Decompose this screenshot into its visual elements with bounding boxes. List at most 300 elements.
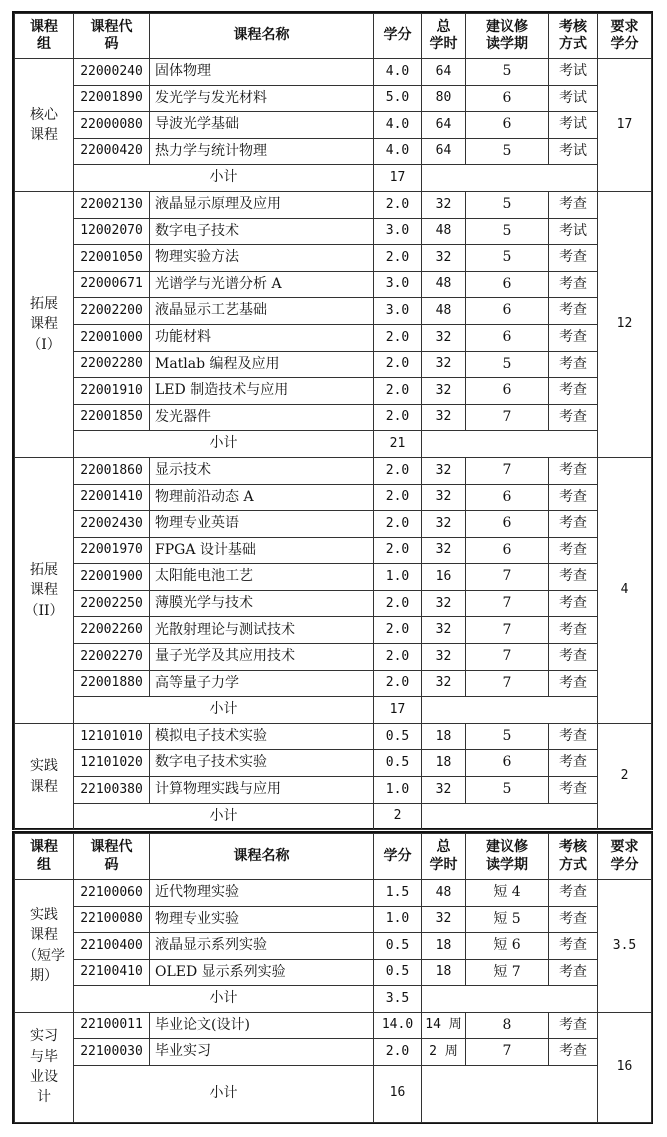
course-name: 毕业实习 [150,1039,374,1066]
course-code: 22100400 [74,933,150,960]
table-row [15,457,652,484]
course-term: 短 4 [466,880,549,907]
course-code: 22000671 [74,271,150,298]
course-name: 薄膜光学与技术 [150,590,374,617]
course-credit: 2.0 [374,457,422,484]
course-credit: 2.0 [374,670,422,697]
course-name: 数字电子技术 [150,218,374,245]
course-name: 物理实验方法 [150,245,374,272]
course-name: FPGA 设计基础 [150,537,374,564]
course-term: 5 [466,191,549,218]
course-name: 液晶显示原理及应用 [150,191,374,218]
course-exam: 考查 [549,191,598,218]
course-credit: 2.0 [374,484,422,511]
course-name: 显示技术 [150,457,374,484]
course-term: 短 5 [466,906,549,933]
course-exam: 考查 [549,1039,598,1066]
course-hours: 32 [422,644,466,671]
course-exam: 考查 [549,933,598,960]
course-hours: 18 [422,959,466,986]
header-code-text: 课程代 [90,839,133,855]
course-code: 12002070 [74,218,150,245]
subtotal-label: 小计 [74,803,374,830]
header-required-text: 要求 [610,18,639,35]
course-exam: 考查 [549,404,598,431]
header-hours-text: 总 [436,839,451,855]
header-hours-text: 学时 [429,36,458,52]
table-row [15,670,652,697]
group-name-line: 核心 [30,106,58,123]
course-hours: 18 [422,723,466,750]
course-exam: 考查 [549,906,598,933]
course-term: 7 [466,1039,549,1066]
course-code: 22000240 [74,59,150,86]
header-required [598,14,652,59]
course-name: 近代物理实验 [150,880,374,907]
course-name: 物理前沿动态 A [150,484,374,511]
course-term: 5 [466,723,549,750]
course-name: 光谱学与光谱分析 A [150,271,374,298]
course-credit: 2.0 [374,617,422,644]
course-code: 22002430 [74,511,150,538]
course-hours: 32 [422,670,466,697]
course-exam: 考查 [549,245,598,272]
course-hours: 64 [422,112,466,139]
header-exam-text: 方式 [559,36,587,52]
course-name: 物理专业实验 [150,906,374,933]
course-credit: 2.0 [374,1039,422,1066]
course-name: Matlab 编程及应用 [150,351,374,378]
group-name [15,457,74,723]
subtotal-blank [422,165,598,192]
course-hours: 64 [422,138,466,165]
group-name-line: 课程 [30,927,58,944]
course-name: 太阳能电池工艺 [150,564,374,591]
table-row [15,324,652,351]
header-exam [549,834,598,880]
course-name: 热力学与统计物理 [150,138,374,165]
course-hours: 32 [422,484,466,511]
group-name-line: （I） [27,336,61,353]
course-term: 7 [466,644,549,671]
course-exam: 考查 [549,777,598,804]
course-hours: 18 [422,750,466,777]
course-credit: 0.5 [374,933,422,960]
course-hours: 32 [422,537,466,564]
course-credit: 4.0 [374,59,422,86]
course-term: 5 [466,218,549,245]
subtotal-blank [422,803,598,830]
table-row [15,191,652,218]
group-name [15,1012,74,1122]
course-exam: 考查 [549,723,598,750]
table-row [15,933,652,960]
subtotal-blank [422,986,598,1013]
subtotal-value: 2 [374,803,422,830]
header-name-text: 课程名称 [233,27,290,44]
course-credit: 1.0 [374,564,422,591]
table-row [15,218,652,245]
course-code: 22100380 [74,777,150,804]
course-credit: 4.0 [374,112,422,139]
course-term: 7 [466,617,549,644]
group-name-line: 与毕 [30,1048,58,1065]
group-name [15,59,74,192]
subtotal-blank [422,697,598,724]
header-credit-text: 学分 [383,847,412,864]
course-exam: 考查 [549,378,598,405]
course-code: 22100030 [74,1039,150,1066]
header-group-text: 组 [37,856,51,873]
course-hours: 48 [422,298,466,325]
course-hours: 32 [422,617,466,644]
subtotal-row [15,1065,652,1122]
header-term-text: 建议修 [486,839,528,855]
course-hours: 32 [422,457,466,484]
header-required-text: 学分 [610,856,639,873]
course-name: 功能材料 [150,324,374,351]
course-hours: 80 [422,85,466,112]
header-code-text: 码 [104,36,119,52]
course-code: 22002260 [74,617,150,644]
subtotal-label: 小计 [74,165,374,192]
header-name [150,834,374,880]
subtotal-value: 17 [374,697,422,724]
required-credits: 17 [598,59,652,192]
header-name-text: 课程名称 [233,847,290,864]
course-code: 22002280 [74,351,150,378]
course-code: 12101010 [74,723,150,750]
course-exam: 考查 [549,324,598,351]
course-credit: 3.0 [374,271,422,298]
course-credit: 1.0 [374,906,422,933]
header-required-text: 学分 [610,36,639,52]
header-code-text: 课程代 [90,18,133,35]
header-hours [422,14,466,59]
header-code-text: 码 [104,856,119,873]
header-code [74,14,150,59]
course-credit: 2.0 [374,378,422,405]
course-term: 短 6 [466,933,549,960]
group-name [15,191,74,457]
table-row [15,959,652,986]
header-group-text: 课程 [30,18,58,35]
course-name: 液晶显示系列实验 [150,933,374,960]
course-code: 22001880 [74,670,150,697]
course-code: 22001970 [74,537,150,564]
required-credits: 12 [598,191,652,457]
course-code: 22001850 [74,404,150,431]
course-name: 量子光学及其应用技术 [150,644,374,671]
course-credit: 0.5 [374,750,422,777]
course-name: 模拟电子技术实验 [150,723,374,750]
subtotal-row [15,697,652,724]
course-exam: 考查 [549,1012,598,1039]
course-credit: 0.5 [374,723,422,750]
group-name-line: 实践 [30,758,58,775]
course-exam: 考查 [549,271,598,298]
course-credit: 2.0 [374,644,422,671]
course-credit: 2.0 [374,324,422,351]
header-exam-text: 考核 [559,839,587,855]
course-credit: 2.0 [374,404,422,431]
header-hours [422,834,466,880]
course-name: 发光器件 [150,404,374,431]
course-hours: 32 [422,378,466,405]
table-row [15,906,652,933]
group-name-line: 课程 [30,778,58,795]
course-credit: 2.0 [374,590,422,617]
course-name: 数字电子技术实验 [150,750,374,777]
table-row [15,590,652,617]
course-exam: 考查 [549,617,598,644]
course-term: 5 [466,777,549,804]
course-term: 5 [466,245,549,272]
course-term: 5 [466,138,549,165]
course-hours: 32 [422,404,466,431]
course-hours: 32 [422,351,466,378]
header-code [74,834,150,880]
course-credit: 2.0 [374,191,422,218]
table-row [15,723,652,750]
group-name-line: （短学 [23,947,65,964]
subtotal-row [15,165,652,192]
header-term [466,834,549,880]
course-exam: 考试 [549,85,598,112]
table-row [15,378,652,405]
header-exam-text: 方式 [559,856,587,873]
table-row [15,138,652,165]
group-name-line: （II） [24,602,64,619]
course-code: 22002250 [74,590,150,617]
course-hours: 2 周 [422,1039,466,1066]
course-code: 22100060 [74,880,150,907]
course-name: 固体物理 [150,59,374,86]
course-exam: 考查 [549,457,598,484]
course-name: 导波光学基础 [150,112,374,139]
course-exam: 考查 [549,351,598,378]
course-hours: 32 [422,191,466,218]
header-row [15,14,652,59]
course-term: 短 7 [466,959,549,986]
header-group-text: 组 [37,36,51,52]
subtotal-label: 小计 [74,697,374,724]
table-row [15,59,652,86]
course-hours: 32 [422,590,466,617]
subtotal-row [15,803,652,830]
header-required-text: 要求 [610,839,639,855]
subtotal-label: 小计 [74,431,374,458]
group-name-line: 实践 [30,907,58,924]
group-name [15,723,74,829]
header-group [15,834,74,880]
course-term: 5 [466,59,549,86]
course-code: 22000420 [74,138,150,165]
course-term: 6 [466,537,549,564]
table-row [15,271,652,298]
course-term: 6 [466,271,549,298]
course-exam: 考查 [549,564,598,591]
subtotal-label: 小计 [74,1065,374,1122]
group-name-line: 业设 [30,1069,58,1085]
course-term: 7 [466,590,549,617]
course-hours: 32 [422,906,466,933]
course-term: 8 [466,1012,549,1039]
course-exam: 考试 [549,218,598,245]
subtotal-value: 21 [374,431,422,458]
course-code: 22001860 [74,457,150,484]
header-name [150,14,374,59]
course-credit: 5.0 [374,85,422,112]
course-code: 12101020 [74,750,150,777]
course-code: 22002130 [74,191,150,218]
subtotal-value: 3.5 [374,986,422,1013]
course-exam: 考试 [549,59,598,86]
course-hours: 48 [422,880,466,907]
group-name-line: 期） [30,968,58,985]
header-exam-text: 考核 [559,18,587,35]
course-code: 22001410 [74,484,150,511]
course-hours: 64 [422,59,466,86]
course-name: 计算物理实践与应用 [150,777,374,804]
header-term-text: 读学期 [486,36,528,52]
group-name-line: 课程 [30,126,58,143]
course-code: 22100410 [74,959,150,986]
course-name: 发光学与发光材料 [150,85,374,112]
subtotal-blank [422,1065,598,1122]
group-name-line: 计 [37,1089,51,1106]
header-hours-text: 总 [436,18,451,35]
table-row [15,404,652,431]
course-term: 6 [466,298,549,325]
course-exam: 考查 [549,644,598,671]
course-name: 液晶显示工艺基础 [150,298,374,325]
course-exam: 考试 [549,112,598,139]
course-code: 22002270 [74,644,150,671]
course-exam: 考查 [549,298,598,325]
course-name: OLED 显示系列实验 [150,959,374,986]
course-term: 6 [466,750,549,777]
table-row [15,777,652,804]
course-exam: 考查 [549,537,598,564]
course-table-2 [14,833,652,1123]
subtotal-value: 16 [374,1065,422,1122]
course-exam: 考查 [549,590,598,617]
course-credit: 1.0 [374,777,422,804]
course-credit: 2.0 [374,351,422,378]
course-code: 22002200 [74,298,150,325]
course-code: 22100011 [74,1012,150,1039]
course-name: 高等量子力学 [150,670,374,697]
required-credits: 3.5 [598,880,652,1013]
course-credit: 0.5 [374,959,422,986]
course-exam: 考查 [549,670,598,697]
course-exam: 考查 [549,484,598,511]
table-row [15,880,652,907]
course-term: 7 [466,404,549,431]
header-group-text: 课程 [30,839,58,855]
course-code: 22000080 [74,112,150,139]
table-row [15,351,652,378]
subtotal-row [15,986,652,1013]
header-term-text: 建议修 [486,18,528,35]
table-row [15,85,652,112]
course-hours: 16 [422,564,466,591]
course-hours: 48 [422,218,466,245]
course-exam: 考查 [549,880,598,907]
subtotal-blank [422,431,598,458]
course-hours: 32 [422,511,466,538]
course-hours: 18 [422,933,466,960]
course-credit: 3.0 [374,298,422,325]
group-name [15,880,74,1013]
table-row [15,112,652,139]
course-name: 毕业论文(设计) [150,1012,374,1039]
course-code: 22001900 [74,564,150,591]
header-term [466,14,549,59]
table-row [15,245,652,272]
course-table-part-1 [12,11,653,830]
course-credit: 2.0 [374,537,422,564]
course-credit: 2.0 [374,245,422,272]
course-exam: 考查 [549,511,598,538]
group-name-line: 实习 [30,1028,58,1045]
table-row [15,644,652,671]
course-exam: 考查 [549,750,598,777]
header-credit-text: 学分 [383,27,412,44]
subtotal-value: 17 [374,165,422,192]
required-credits: 2 [598,723,652,829]
course-hours: 48 [422,271,466,298]
course-table-part-2 [12,831,653,1124]
course-term: 7 [466,564,549,591]
course-credit: 2.0 [374,511,422,538]
table-row [15,1012,652,1039]
header-row [15,834,652,880]
table-row [15,298,652,325]
group-name-line: 拓展 [30,295,58,312]
group-name-line: 课程 [30,582,58,599]
course-name: 光散射理论与测试技术 [150,617,374,644]
table-row [15,750,652,777]
course-hours: 14 周 [422,1012,466,1039]
header-group [15,14,74,59]
course-term: 6 [466,85,549,112]
course-term: 6 [466,112,549,139]
course-term: 6 [466,324,549,351]
course-hours: 32 [422,324,466,351]
course-code: 22001000 [74,324,150,351]
course-code: 22100080 [74,906,150,933]
group-name-line: 拓展 [30,561,58,578]
group-name-line: 课程 [30,316,58,333]
course-term: 5 [466,351,549,378]
course-credit: 3.0 [374,218,422,245]
course-table-1 [14,13,652,830]
header-term-text: 读学期 [486,856,528,873]
table-row [15,511,652,538]
subtotal-label: 小计 [74,986,374,1013]
header-exam [549,14,598,59]
course-credit: 14.0 [374,1012,422,1039]
course-code: 22001910 [74,378,150,405]
course-term: 7 [466,670,549,697]
course-code: 22001890 [74,85,150,112]
table-row [15,484,652,511]
required-credits: 4 [598,457,652,723]
course-term: 6 [466,378,549,405]
table-row [15,617,652,644]
